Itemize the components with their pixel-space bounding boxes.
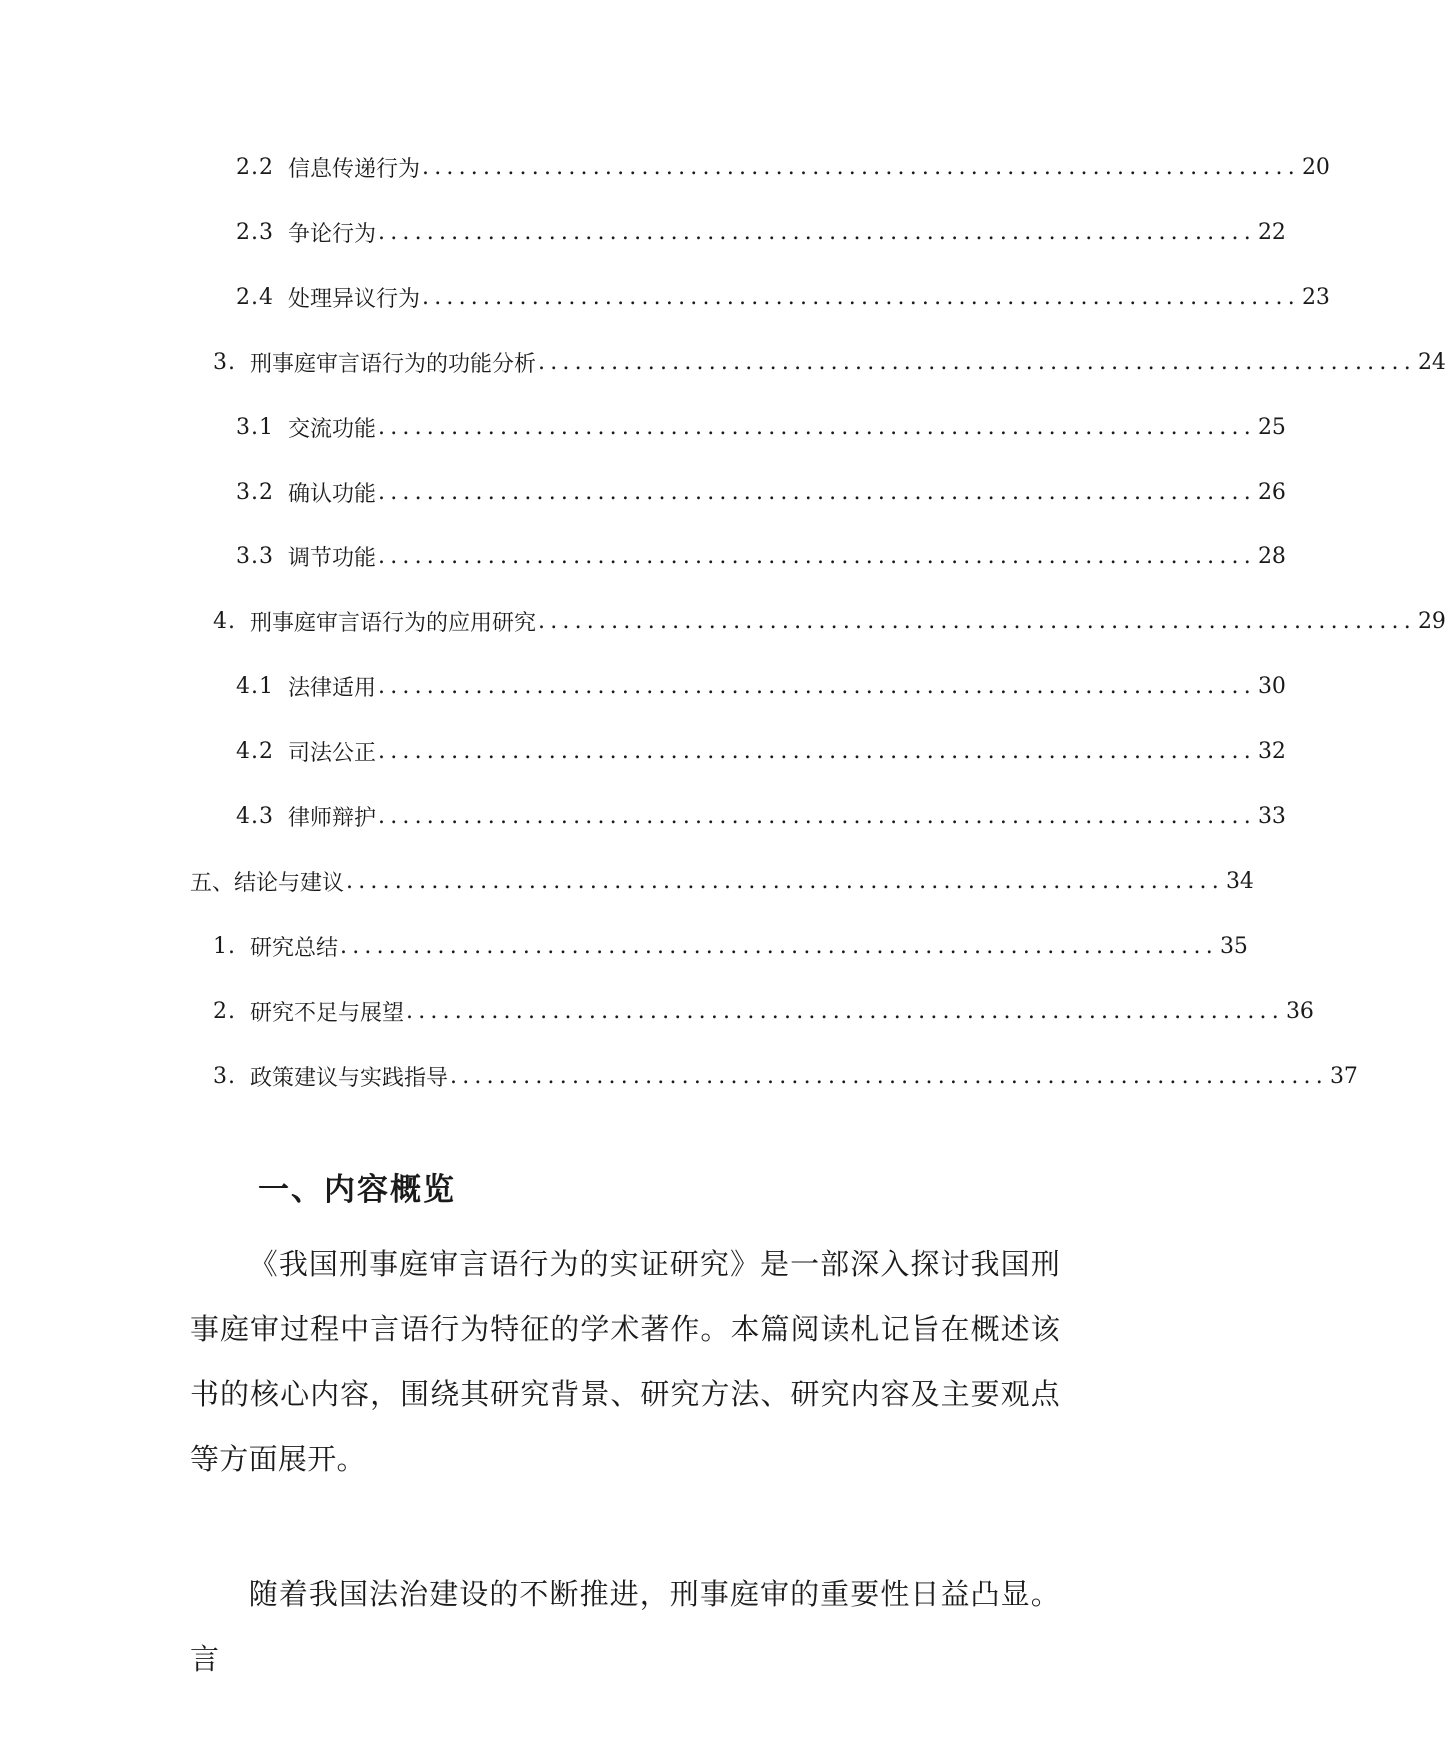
toc-entry[interactable]: [236, 212, 1286, 252]
toc-entry-title: 律师辩护: [288, 805, 377, 831]
toc-entry-page: 24: [1417, 349, 1446, 375]
toc-entry-page: 37: [1329, 1063, 1358, 1089]
toc-entry[interactable]: [236, 147, 1330, 187]
toc-entry-title: 争论行为: [288, 221, 377, 247]
toc-entry[interactable]: [236, 536, 1286, 576]
toc-entry[interactable]: [236, 796, 1286, 836]
toc-entry-title: 刑事庭审言语行为的应用研究: [250, 610, 537, 636]
toc-entry-page: 36: [1285, 998, 1314, 1024]
toc-entry-title: 刑事庭审言语行为的功能分析: [250, 351, 537, 377]
toc-entry[interactable]: [213, 1056, 1358, 1096]
toc-leader-dots: ........................................................................: [346, 868, 1224, 894]
toc-entry[interactable]: [236, 666, 1286, 706]
toc-entry-page: 34: [1225, 868, 1254, 894]
toc-entry-title: 信息传递行为: [288, 156, 421, 182]
toc-entry-page: 29: [1417, 608, 1446, 634]
toc-entry-page: 23: [1301, 284, 1330, 310]
toc-entry[interactable]: [236, 731, 1286, 771]
toc-entry-number: 3.: [213, 349, 236, 375]
toc-entry-title: 司法公正: [288, 740, 377, 766]
toc-entry[interactable]: [236, 472, 1286, 512]
toc-entry-number: 2.3: [236, 219, 274, 245]
toc-entry[interactable]: [236, 277, 1330, 317]
body-paragraph: [190, 1562, 1060, 1692]
toc-entry-page: 28: [1257, 543, 1286, 569]
toc-leader-dots: ........................................................................: [378, 543, 1256, 569]
toc-leader-dots: ........................................................................: [378, 673, 1256, 699]
toc-leader-dots: ........................................................................: [378, 219, 1256, 245]
toc-entry-page: 30: [1257, 673, 1286, 699]
toc-entry-number: 2.2: [236, 154, 274, 180]
toc-leader-dots: ........................................................................: [406, 998, 1284, 1024]
toc-leader-dots: ........................................................................: [378, 414, 1256, 440]
toc-leader-dots: ........................................................................: [538, 349, 1416, 375]
toc-entry-title: 研究不足与展望: [250, 1000, 405, 1026]
toc-entry[interactable]: [213, 342, 1446, 382]
section-heading: 一、内容概览: [258, 1172, 456, 1208]
toc-entry[interactable]: [236, 407, 1286, 447]
toc-entry-title: 政策建议与实践指导: [250, 1065, 449, 1091]
toc-entry-number: 2.: [213, 998, 236, 1024]
toc-entry-number: 2.4: [236, 284, 274, 310]
toc-entry-page: 32: [1257, 738, 1286, 764]
toc-entry-number: 4.: [213, 608, 236, 634]
paragraph-text: 随着我国法治建设的不断推进，刑事庭审的重要性日益凸显。言: [190, 1577, 1060, 1676]
toc-leader-dots: ........................................................................: [538, 608, 1416, 634]
toc-leader-dots: ........................................................................: [450, 1063, 1328, 1089]
toc-entry-number: 3.3: [236, 543, 274, 569]
toc-entry-page: 20: [1301, 154, 1330, 180]
toc-leader-dots: ........................................................................: [422, 154, 1300, 180]
toc-entry-title: 处理异议行为: [288, 286, 421, 312]
toc-entry-title: 研究总结: [250, 935, 339, 961]
toc-leader-dots: ........................................................................: [422, 284, 1300, 310]
toc-entry-number: 4.1: [236, 673, 274, 699]
toc-entry-title: 法律适用: [288, 675, 377, 701]
toc-entry[interactable]: [213, 991, 1314, 1031]
toc-entry-title: 交流功能: [288, 416, 377, 442]
toc-leader-dots: ........................................................................: [378, 479, 1256, 505]
toc-entry-page: 33: [1257, 803, 1286, 829]
toc-entry[interactable]: [190, 861, 1254, 901]
toc-entry-number: 3.: [213, 1063, 236, 1089]
toc-entry[interactable]: [213, 926, 1248, 966]
toc-entry-title: 五、结论与建议: [190, 870, 345, 896]
toc-entry-page: 25: [1257, 414, 1286, 440]
toc-entry-page: 22: [1257, 219, 1286, 245]
toc-entry-page: 35: [1219, 933, 1248, 959]
toc-leader-dots: ........................................................................: [340, 933, 1218, 959]
toc-entry-number: 1.: [213, 933, 236, 959]
toc-entry-number: 4.3: [236, 803, 274, 829]
toc-entry-number: 3.2: [236, 479, 274, 505]
body-paragraph: [190, 1232, 1060, 1492]
paragraph-text: 《我国刑事庭审言语行为的实证研究》是一部深入探讨我国刑事庭审过程中言语行为特征的学术著作。本篇阅读札记旨在概述该书的核心内容，围绕其研究背景、研究方法、研究内容及主要观点等方面展开。: [190, 1247, 1060, 1476]
toc-leader-dots: ........................................................................: [378, 803, 1256, 829]
toc-entry-number: 3.1: [236, 414, 274, 440]
toc-leader-dots: ........................................................................: [378, 738, 1256, 764]
toc-entry-number: 4.2: [236, 738, 274, 764]
toc-entry[interactable]: [213, 601, 1446, 641]
toc-entry-title: 确认功能: [288, 481, 377, 507]
toc-entry-title: 调节功能: [288, 545, 377, 571]
toc-entry-page: 26: [1257, 479, 1286, 505]
